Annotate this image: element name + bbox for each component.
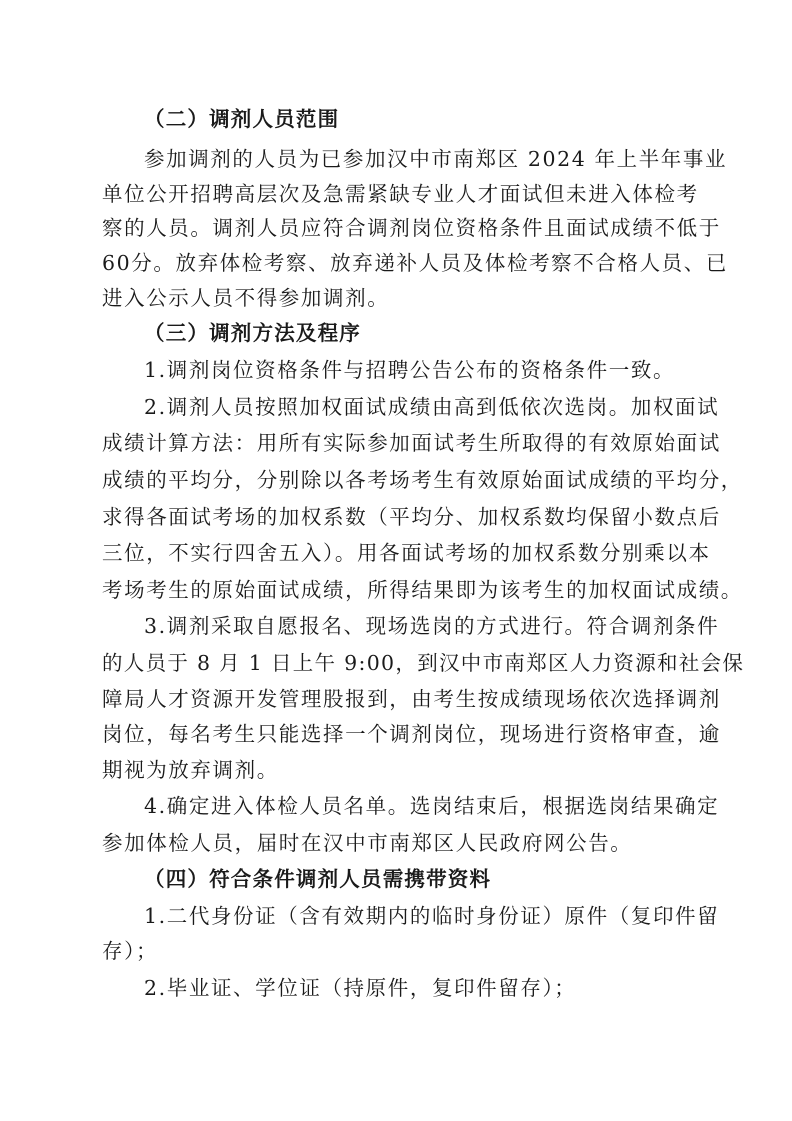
paragraph-line: 求得各面试考场的加权系数（平均分、加权系数均保留小数点后 <box>102 505 721 529</box>
paragraph-line: 参加体检人员，届时在汉中市南郑区人民政府网公告。 <box>102 831 633 855</box>
section-heading-2: （二）调剂人员范围 <box>144 107 340 131</box>
paragraph-line: 进入公示人员不得参加调剂。 <box>102 286 390 310</box>
paragraph-line: 参加调剂的人员为已参加汉中市南郑区 2024 年上半年事业 <box>144 147 728 171</box>
paragraph-line: 4.确定进入体检人员名单。选岗结束后，根据选岗结果确定 <box>144 794 720 818</box>
paragraph-line: 成绩计算方法：用所有实际参加面试考生所取得的有效原始面试 <box>102 431 721 455</box>
paragraph-line: 障局人才资源开发管理股报到，由考生按成绩现场依次选择调剂 <box>102 687 721 711</box>
paragraph-line: 成绩的平均分，分别除以各考场考生有效原始面试成绩的平均分， <box>102 468 743 492</box>
paragraph-line: 1.调剂岗位资格条件与招聘公告公布的资格条件一致。 <box>144 358 676 382</box>
paragraph-line: 2.毕业证、学位证（持原件，复印件留存）； <box>144 976 577 1000</box>
paragraph-line: 三位，不实行四舍五入）。用各面试考场的加权系数分别乘以本 <box>102 541 711 565</box>
paragraph-line: 60分。放弃体检考察、放弃递补人员及体检考察不合格人员、已 <box>102 251 728 275</box>
paragraph-line: 察的人员。调剂人员应符合调剂岗位资格条件且面试成绩不低于 <box>102 216 721 240</box>
paragraph-line: 单位公开招聘高层次及急需紧缺专业人才面试但未进入体检考 <box>102 182 699 206</box>
paragraph-line: 3.调剂采取自愿报名、现场选岗的方式进行。符合调剂条件 <box>144 614 720 638</box>
paragraph-line: 2.调剂人员按照加权面试成绩由高到低依次选岗。加权面试 <box>144 395 720 419</box>
paragraph-line: 考场考生的原始面试成绩，所得结果即为该考生的加权面试成绩。 <box>102 578 743 602</box>
paragraph-line: 期视为放弃调剂。 <box>102 758 279 782</box>
section-heading-3: （三）调剂方法及程序 <box>144 321 361 345</box>
section-heading-4: （四）符合条件调剂人员需携带资料 <box>144 867 492 891</box>
paragraph-line: 岗位，每名考生只能选择一个调剂岗位，现场进行资格审查，逾 <box>102 722 721 746</box>
paragraph-line: 存）； <box>102 939 159 963</box>
paragraph-line: 的人员于 8 月 1 日上午 9:00，到汉中市南郑区人力资源和社会保 <box>102 651 745 675</box>
paragraph-line: 1.二代身份证（含有效期内的临时身份证）原件（复印件留 <box>144 904 720 928</box>
